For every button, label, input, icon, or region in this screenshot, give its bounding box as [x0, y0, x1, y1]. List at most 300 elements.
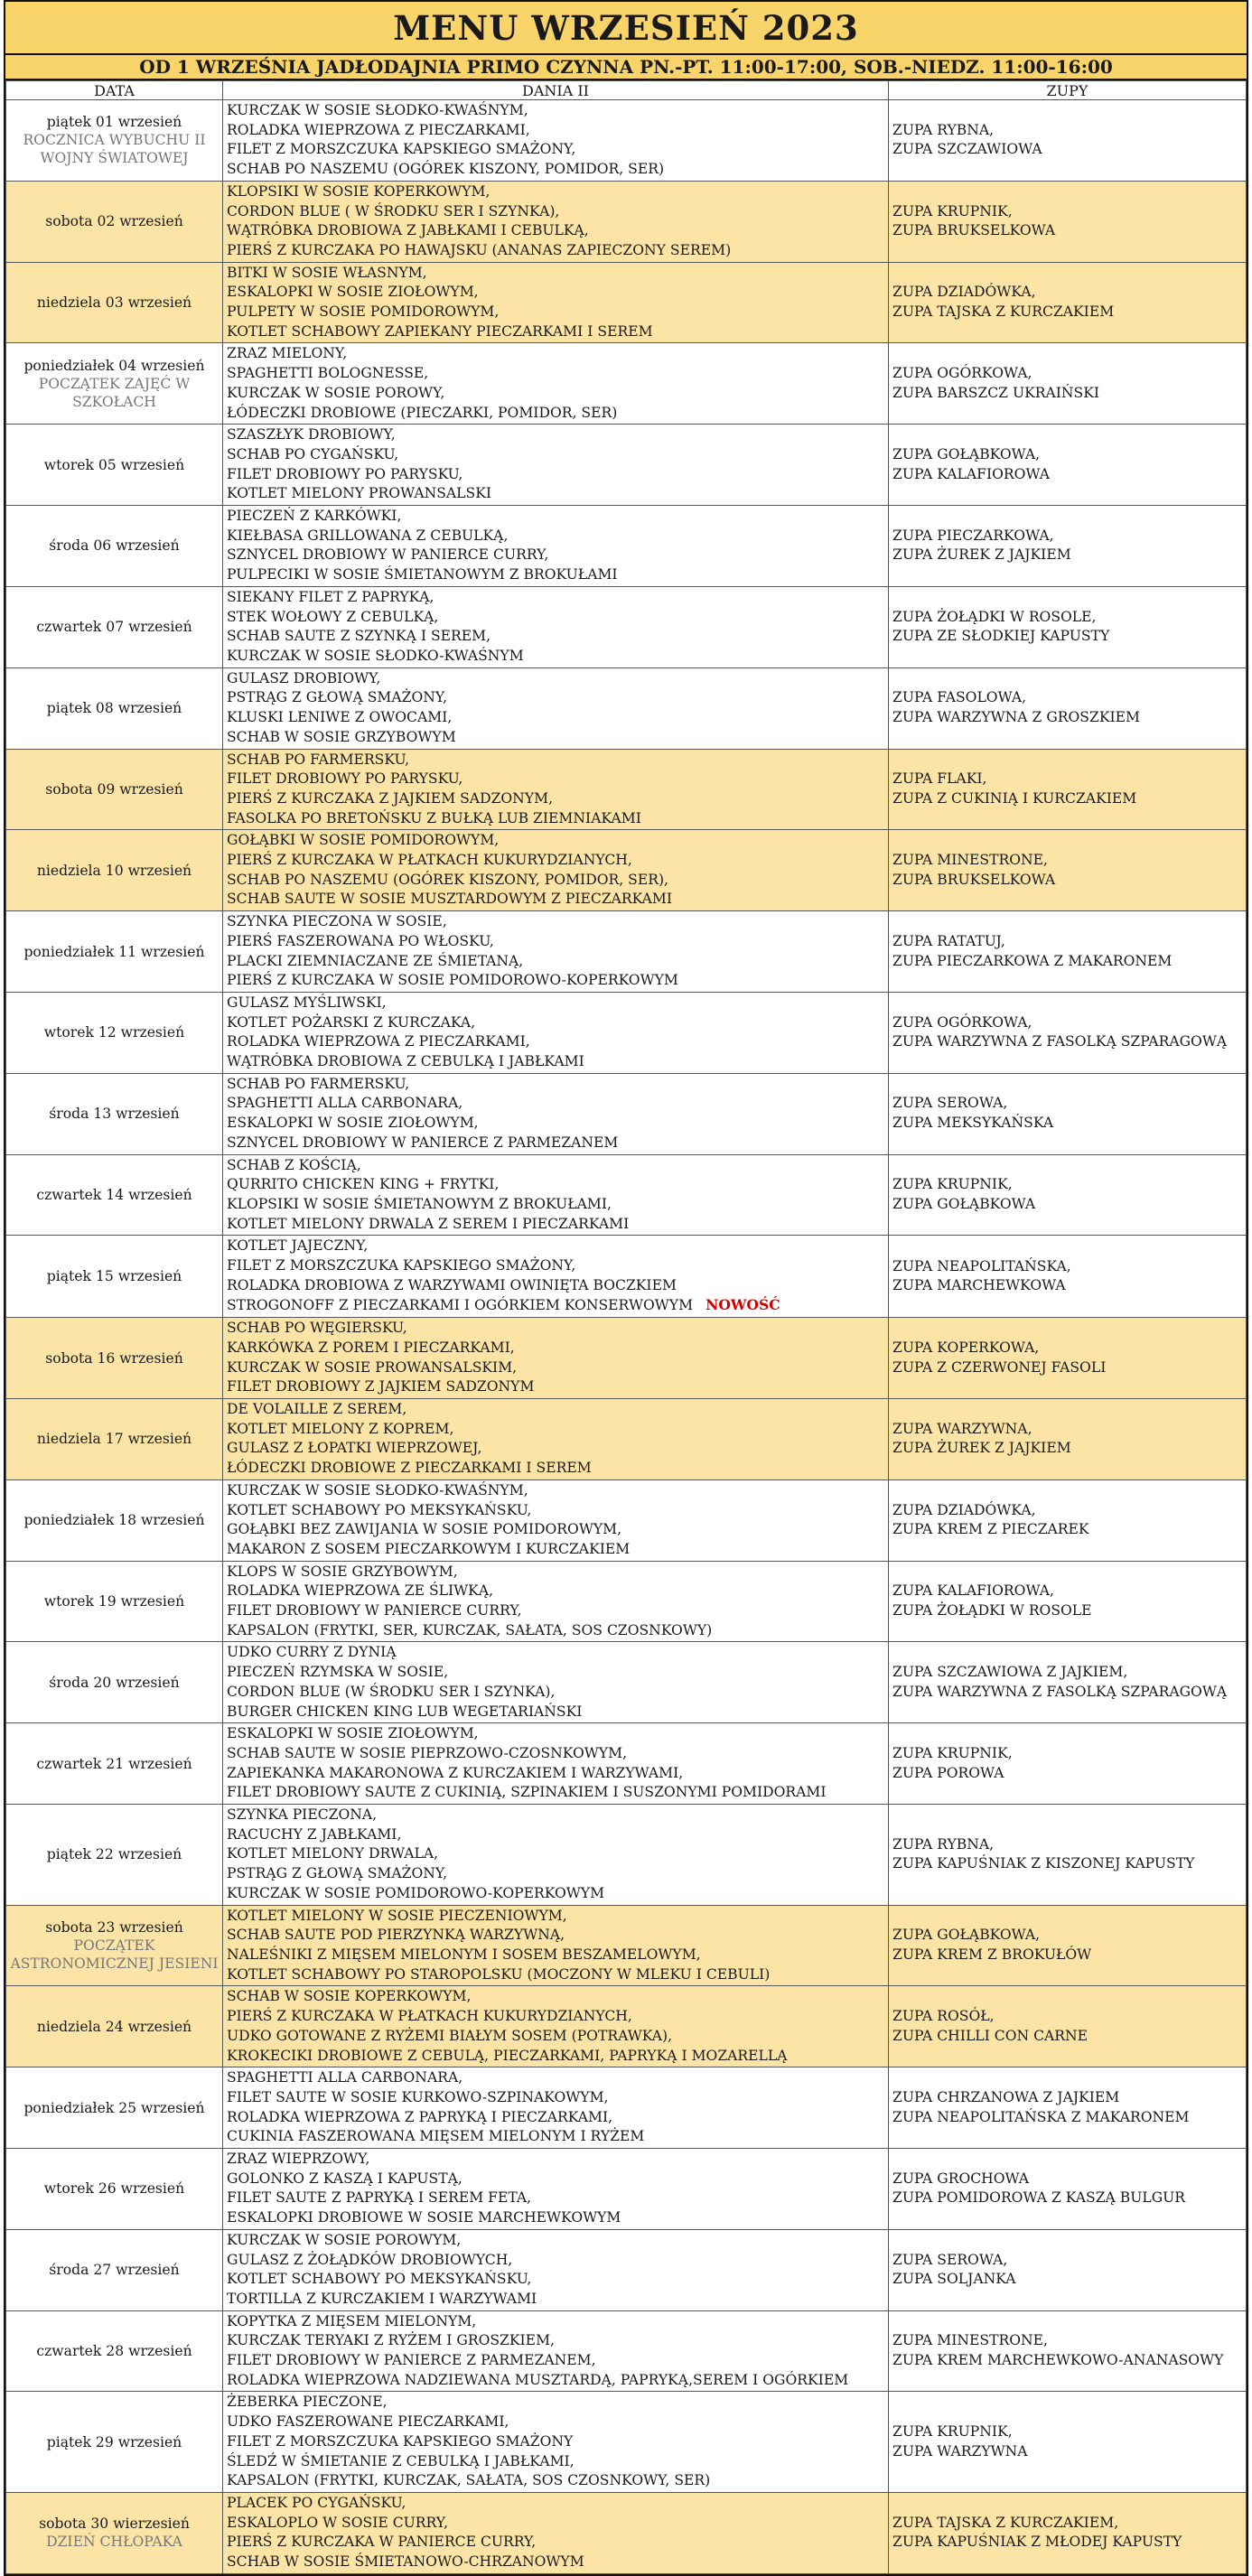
soups-cell: [889, 992, 1247, 1073]
table-row: [6, 830, 1247, 911]
soups-cell: [889, 586, 1247, 667]
main-dish-label: SCHAB SAUTE W SOSIE MUSZTARDOWYM Z PIECZARKAMI: [227, 891, 673, 908]
table-row: [6, 992, 1247, 1073]
main-dish-item: [227, 2494, 884, 2514]
main-dish-item: [227, 2312, 884, 2332]
day-date: poniedziałek 11 wrzesień: [23, 943, 205, 960]
day-date: sobota 09 wrzesień: [45, 780, 183, 798]
day-date-cell: [6, 2310, 223, 2392]
main-dish-item: [227, 1663, 884, 1683]
main-dish-label: FILET Z MORSZCZUKA KAPSKIEGO SMAŻONY: [227, 2432, 574, 2450]
main-dish-label: CORDON BLUE ( W ŚRODKU SER I SZYNKA),: [227, 202, 560, 219]
main-dishes-cell: [223, 1805, 889, 1906]
soup-item: ZUPA Z CZERWONEJ FASOLI: [892, 1358, 1107, 1376]
main-dishes-cell: [223, 100, 889, 182]
table-row: [6, 1479, 1247, 1561]
soups-cell: [889, 1805, 1247, 1906]
main-dish-label: UDKO GOTOWANE Z RYŻEMI BIAŁYM SOSEM (POTRAWKA),: [227, 2027, 673, 2044]
soup-item: ZUPA KALAFIOROWA: [892, 465, 1050, 482]
table-header-row: [6, 81, 1247, 100]
soup-item: ZUPA KREM MARCHEWKOWO-ANANASOWY: [892, 2352, 1224, 2369]
soup-item: ZUPA ZE SŁODKIEJ KAPUSTY: [892, 628, 1110, 645]
day-date: środa 20 wrzesień: [49, 1674, 180, 1691]
main-dish-item: [227, 2027, 884, 2047]
main-dish-label: GOŁĄBKI BEZ ZAWIJANIA W SOSIE POMIDOROWYM,: [227, 1521, 622, 1538]
main-dish-item: [227, 546, 884, 565]
main-dish-label: GULASZ DROBIOWY,: [227, 669, 381, 686]
day-date-cell: [6, 1479, 223, 1561]
main-dish-item: [227, 1683, 884, 1703]
main-dishes-cell: [223, 2310, 889, 2392]
main-dish-label: ESKALOPLO W SOSIE CURRY,: [227, 2514, 449, 2531]
main-dish-label: KOPYTKA Z MIĘSEM MIELONYM,: [227, 2312, 477, 2329]
table-row: [6, 1561, 1247, 1642]
soup-item: ZUPA MINESTRONE,: [892, 2332, 1049, 2349]
main-dishes-cell: [223, 1986, 889, 2067]
main-dish-item: [227, 871, 884, 891]
main-dishes-cell: [223, 1154, 889, 1236]
main-dish-item: [227, 831, 884, 851]
soups-cell: [889, 1723, 1247, 1805]
soups-cell: [889, 2229, 1247, 2310]
main-dish-item: [227, 1276, 884, 1296]
main-dish-item: [227, 1339, 884, 1358]
day-date: poniedziałek 04 wrzesień: [23, 357, 205, 374]
main-dish-item: [227, 1520, 884, 1540]
main-dish-label: SZNYCEL DROBIOWY W PANIERCE CURRY,: [227, 546, 549, 564]
main-dish-label: KOTLET MIELONY W SOSIE PIECZENIOWYM,: [227, 1907, 567, 1924]
main-dish-item: [227, 160, 884, 180]
main-dish-label: KLOPSIKI W SOSIE KOPERKOWYM,: [227, 182, 491, 200]
main-dish-item: [227, 1724, 884, 1744]
main-dish-label: FILET SAUTE Z PAPRYKĄ I SEREM FETA,: [227, 2189, 532, 2207]
soup-item: ZUPA KAPUŚNIAK Z MŁODEJ KAPUSTY: [892, 2534, 1182, 2551]
main-dish-label: KOTLET SCHABOWY PO MEKSYKAŃSKU,: [227, 1501, 532, 1518]
main-dish-item: [227, 1806, 884, 1825]
main-dish-label: BURGER CHICKEN KING LUB WEGETARIAŃSKI: [227, 1703, 583, 1720]
soup-item: ZUPA RYBNA,: [892, 1835, 995, 1853]
table-row: [6, 2229, 1247, 2310]
main-dish-item: [227, 1032, 884, 1052]
main-dish-item: [227, 1563, 884, 1582]
table-row: [6, 1236, 1247, 1318]
main-dish-label: ŚLEDŹ W ŚMIETANIE Z CEBULKĄ I JABŁKAMI,: [227, 2452, 575, 2469]
soups-cell: [889, 1905, 1247, 1986]
day-date: wtorek 26 wrzesień: [43, 2180, 185, 2198]
table-row: [6, 667, 1247, 749]
main-dish-item: [227, 1175, 884, 1195]
main-dishes-cell: [223, 2067, 889, 2149]
soup-item: ZUPA DZIADÓWKA,: [892, 284, 1036, 301]
soups-cell: [889, 1986, 1247, 2067]
main-dish-item: [227, 1884, 884, 1904]
main-dish-label: PULPECIKI W SOSIE ŚMIETANOWYM Z BROKUŁAMI: [227, 566, 618, 583]
main-dish-item: [227, 364, 884, 384]
table-row: [6, 2392, 1247, 2493]
main-dish-label: FASOLKA PO BRETOŃSKU Z BUŁKĄ LUB ZIEMNIAKAMI: [227, 809, 641, 826]
main-dish-label: FILET Z MORSZCZUKA KAPSKIEGO SMAŻONY,: [227, 141, 576, 158]
soup-item: ZUPA SOLJANKA: [892, 2271, 1016, 2288]
day-date-cell: [6, 2392, 223, 2493]
main-dish-label: BITKI W SOSIE WŁASNYM,: [227, 264, 427, 281]
main-dish-item: [227, 2068, 884, 2088]
main-dish-label: SCHAB PO NASZEMU (OGÓREK KISZONY, POMIDOR, SER),: [227, 871, 668, 888]
soups-cell: [889, 2392, 1247, 2493]
main-dish-item: [227, 1621, 884, 1641]
main-dish-item: [227, 1965, 884, 1985]
day-date: poniedziałek 18 wrzesień: [23, 1512, 205, 1529]
main-dish-label: TORTILLA Z KURCZAKIEM I WARZYWAMI: [227, 2290, 537, 2307]
main-dish-label: ROLADKA WIEPRZOWA Z PAPRYKĄ I PIECZARKAMI,: [227, 2108, 613, 2125]
main-dish-label: ZAPIEKANKA MAKARONOWA Z KURCZAKIEM I WARZYWAMI,: [227, 1764, 684, 1781]
main-dishes-cell: [223, 181, 889, 262]
soups-cell: [889, 100, 1247, 182]
day-date-cell: [6, 262, 223, 343]
day-date-cell: [6, 992, 223, 1073]
soup-item: ZUPA BRUKSELKOWA: [892, 222, 1056, 239]
main-dish-label: ŁÓDECZKI DROBIOWE Z PIECZARKAMI I SEREM: [227, 1460, 592, 1477]
main-dish-label: KURCZAK W SOSIE POROWYM,: [227, 2231, 462, 2248]
main-dish-item: [227, 751, 884, 770]
main-dish-label: SZYNKA PIECZONA,: [227, 1806, 378, 1824]
main-dish-label: PIERŚ FASZEROWANA PO WŁOSKU,: [227, 932, 494, 949]
day-date: środa 13 wrzesień: [49, 1106, 180, 1123]
soup-item: ZUPA SZCZAWIOWA: [892, 141, 1042, 158]
soup-item: ZUPA OGÓRKOWA,: [892, 1013, 1032, 1031]
main-dish-item: [227, 1643, 884, 1663]
main-dish-label: CORDON BLUE (W ŚRODKU SER I SZYNKA),: [227, 1683, 556, 1700]
main-dish-item: [227, 1400, 884, 1420]
main-dish-item: [227, 1256, 884, 1276]
table-row: [6, 749, 1247, 830]
main-dish-label: KLOPS W SOSIE GRZYBOWYM,: [227, 1563, 458, 1580]
main-dish-label: SCHAB W SOSIE KOPERKOWYM,: [227, 1988, 472, 2005]
soups-cell: [889, 1399, 1247, 1480]
main-dishes-cell: [223, 1561, 889, 1642]
soup-item: ZUPA NEAPOLITAŃSKA Z MAKARONEM: [892, 2108, 1190, 2125]
main-dish-label: GOLONKO Z KASZĄ I KAPUSTĄ,: [227, 2170, 462, 2187]
table-row: [6, 506, 1247, 587]
main-dishes-cell: [223, 343, 889, 425]
day-date: czwartek 14 wrzesień: [36, 1186, 192, 1203]
soup-item: ZUPA KOPERKOWA,: [892, 1339, 1040, 1356]
main-dish-item: [227, 2413, 884, 2432]
day-date: niedziela 03 wrzesień: [36, 294, 192, 312]
main-dish-label: PSTRĄG Z GŁOWĄ SMAŻONY,: [227, 689, 448, 706]
main-dish-label: KURCZAK W SOSIE SŁODKO-KWAŚNYM,: [227, 1481, 528, 1498]
day-date-cell: [6, 425, 223, 506]
main-dish-item: [227, 507, 884, 527]
main-dish-label: PULPETY W SOSIE POMIDOROWYM,: [227, 303, 500, 321]
main-dish-item: [227, 2471, 884, 2491]
soup-item: ZUPA GOŁĄBKOWA,: [892, 1927, 1041, 1944]
main-dish-label: SPAGHETTI ALLA CARBONARA,: [227, 2069, 463, 2086]
main-dish-item: [227, 1319, 884, 1339]
main-dish-item: [227, 952, 884, 972]
main-dish-label: KAPSALON (FRYTKI, KURCZAK, SAŁATA, SOS CZOSNKOWY, SER): [227, 2472, 711, 2489]
main-dish-item: [227, 1825, 884, 1845]
main-dish-item: [227, 994, 884, 1013]
opening-hours: OD 1 WRZEŚNIA JADŁODAJNIA PRIMO CZYNNA PN.-PT. 11:00-17:00, SOB.-NIEDZ. 11:00-16:00: [5, 55, 1247, 80]
soup-item: ZUPA SEROWA,: [892, 2251, 1008, 2268]
main-dish-item: [227, 344, 884, 364]
table-row: [6, 911, 1247, 993]
day-date: środa 06 wrzesień: [49, 537, 180, 555]
soup-item: ZUPA KRUPNIK,: [892, 2423, 1013, 2440]
main-dish-label: SCHAB Z KOŚCIĄ,: [227, 1156, 361, 1173]
main-dish-item: [227, 2351, 884, 2371]
menu-table: [5, 80, 1247, 2574]
soup-item: ZUPA SZCZAWIOWA Z JAJKIEM,: [892, 1664, 1128, 1681]
soup-item: ZUPA KREM Z PIECZAREK: [892, 1521, 1089, 1538]
main-dish-label: SCHAB SAUTE Z SZYNKĄ I SEREM,: [227, 628, 491, 645]
main-dish-label: ŁÓDECZKI DROBIOWE (PIECZARKI, POMIDOR, SER): [227, 404, 618, 421]
main-dish-item: [227, 241, 884, 261]
main-dish-label: SCHAB PO FARMERSKU,: [227, 1075, 410, 1092]
table-row: [6, 1642, 1247, 1723]
day-date-cell: [6, 586, 223, 667]
main-dish-item: [227, 2371, 884, 2391]
main-dish-label: GULASZ Z ŁOPATKI WIEPRZOWEJ,: [227, 1440, 482, 1457]
soup-item: ZUPA MINESTRONE,: [892, 852, 1049, 869]
main-dish-item: [227, 588, 884, 608]
day-date-cell: [6, 1073, 223, 1154]
main-dish-item: [227, 484, 884, 504]
main-dish-item: [227, 1783, 884, 1803]
main-dish-item: [227, 1013, 884, 1033]
main-dish-label: ROLADKA WIEPRZOWA ZE ŚLIWKĄ,: [227, 1582, 494, 1600]
main-dishes-cell: [223, 506, 889, 587]
table-row: [6, 2310, 1247, 2392]
day-date: poniedziałek 25 wrzesień: [23, 2099, 205, 2116]
main-dish-item: [227, 1926, 884, 1946]
main-dish-item: [227, 1864, 884, 1884]
day-date: piątek 08 wrzesień: [46, 700, 182, 717]
table-row: [6, 1318, 1247, 1399]
day-date-cell: [6, 343, 223, 425]
main-dish-label: UDKO CURRY Z DYNIĄ: [227, 1644, 397, 1661]
main-dish-label: SCHAB PO CYGAŃSKU,: [227, 445, 399, 462]
day-date: piątek 29 wrzesień: [46, 2433, 182, 2450]
day-date-cell: [6, 830, 223, 911]
soup-item: ZUPA ŻUREK Z JAJKIEM: [892, 1440, 1071, 1457]
day-date-cell: [6, 1986, 223, 2067]
main-dish-label: KIEŁBASA GRILLOWANA Z CEBULKĄ,: [227, 527, 509, 544]
main-dish-item: [227, 322, 884, 342]
main-dish-label: KLOPSIKI W SOSIE ŚMIETANOWYM Z BROKUŁAMI,: [227, 1195, 612, 1212]
main-dish-item: [227, 2088, 884, 2108]
main-dish-label: KOTLET MIELONY DRWALA Z SEREM I PIECZARKAMI: [227, 1215, 630, 1232]
main-dish-label: KOTLET JAJECZNY,: [227, 1237, 369, 1255]
main-dish-item: [227, 2231, 884, 2251]
day-date: sobota 02 wrzesień: [45, 213, 183, 230]
main-dishes-cell: [223, 1073, 889, 1154]
main-dish-label: FILET DROBIOWY PO PARYSKU,: [227, 465, 463, 482]
soup-item: ZUPA ROSÓŁ,: [892, 2008, 995, 2025]
main-dish-item: [227, 2047, 884, 2067]
main-dish-item: [227, 2108, 884, 2128]
main-dish-item: [227, 1052, 884, 1072]
main-dish-item: [227, 2127, 884, 2147]
soup-item: ZUPA GOŁĄBKOWA: [892, 1195, 1036, 1212]
main-dishes-cell: [223, 749, 889, 830]
main-dish-item: [227, 425, 884, 445]
day-date-cell: [6, 2492, 223, 2573]
soup-item: ZUPA CHILLI CON CARNE: [892, 2027, 1088, 2044]
main-dish-item: [227, 1844, 884, 1864]
soup-item: ZUPA CHRZANOWA Z JAJKIEM: [892, 2088, 1120, 2105]
soup-item: ZUPA ŻUREK Z JAJKIEM: [892, 546, 1071, 564]
day-date-cell: [6, 1642, 223, 1723]
table-row: [6, 1073, 1247, 1154]
main-dish-item: [227, 384, 884, 404]
soups-cell: [889, 1479, 1247, 1561]
soups-cell: [889, 667, 1247, 749]
soups-cell: [889, 1642, 1247, 1723]
column-header-soups: ZUPY: [889, 81, 1247, 100]
main-dish-label: FILET SAUTE W SOSIE KURKOWO-SZPINAKOWYM,: [227, 2088, 609, 2105]
main-dish-label: SZYNKA PIECZONA W SOSIE,: [227, 913, 447, 930]
main-dish-label: ROLADKA WIEPRZOWA Z PIECZARKAMI,: [227, 1033, 530, 1050]
main-dish-label: KURCZAK W SOSIE PROWANSALSKIM,: [227, 1358, 518, 1376]
main-dish-item: [227, 101, 884, 121]
table-row: [6, 425, 1247, 506]
soup-item: ZUPA DZIADÓWKA,: [892, 1501, 1036, 1518]
main-dishes-cell: [223, 2392, 889, 2493]
main-dish-label: SZASZŁYK DROBIOWY,: [227, 426, 396, 443]
soup-item: ZUPA POROWA: [892, 1764, 1004, 1781]
main-dish-label: SCHAB SAUTE W SOSIE PIEPRZOWO-CZOSNKOWYM,: [227, 1744, 628, 1761]
main-dish-label: KURCZAK W SOSIE SŁODKO-KWAŚNYM: [227, 647, 524, 664]
page-title: MENU WRZESIEŃ 2023: [5, 2, 1247, 55]
soups-cell: [889, 2067, 1247, 2149]
main-dish-item: [227, 789, 884, 809]
main-dish-label: FILET DROBIOWY W PANIERCE Z PARMEZANEM,: [227, 2352, 596, 2369]
day-date: piątek 22 wrzesień: [46, 1846, 182, 1863]
main-dishes-cell: [223, 1723, 889, 1805]
soups-cell: [889, 262, 1247, 343]
main-dish-label: GOŁĄBKI W SOSIE POMIDOROWYM,: [227, 832, 500, 849]
soups-cell: [889, 506, 1247, 587]
main-dish-label: PIERŚ Z KURCZAKA W PANIERCE CURRY,: [227, 2534, 537, 2551]
main-dishes-cell: [223, 1479, 889, 1561]
main-dish-item: [227, 527, 884, 546]
soup-item: ZUPA WARZYWNA,: [892, 1420, 1032, 1437]
main-dish-item: [227, 971, 884, 991]
main-dish-item: [227, 1744, 884, 1764]
table-row: [6, 586, 1247, 667]
soup-item: ZUPA KRUPNIK,: [892, 202, 1013, 219]
main-dish-label: ROLADKA DROBIOWA Z WARZYWAMI OWINIĘTA BOCZKIEM: [227, 1276, 677, 1293]
new-dish-badge: NOWOŚĆ: [705, 1296, 780, 1314]
day-date: sobota 23 wrzesień: [45, 1918, 183, 1936]
main-dish-item: [227, 2170, 884, 2189]
main-dishes-cell: [223, 1905, 889, 1986]
main-dish-item: [227, 465, 884, 485]
main-dish-label: KLUSKI LENIWE Z OWOCAMI,: [227, 709, 453, 726]
menu-sheet: [4, 0, 1248, 2576]
main-dish-label: SZNYCEL DROBIOWY W PANIERCE Z PARMEZANEM: [227, 1134, 619, 1151]
soup-item: ZUPA OGÓRKOWA,: [892, 365, 1032, 382]
main-dish-item: [227, 2514, 884, 2534]
soup-item: ZUPA WARZYWNA Z GROSZKIEM: [892, 709, 1140, 726]
day-occasion-note: POCZĄTEK ZAJĘĆ W SZKOŁACH: [38, 375, 191, 410]
day-date: czwartek 07 wrzesień: [36, 619, 192, 636]
table-row: [6, 100, 1247, 182]
main-dish-label: KOTLET MIELONY PROWANSALSKI: [227, 485, 492, 502]
main-dish-label: FILET DROBIOWY Z JAJKIEM SADZONYM: [227, 1378, 535, 1395]
main-dish-item: [227, 404, 884, 424]
soup-item: ZUPA RATATUJ,: [892, 932, 1005, 949]
main-dish-label: ESKALOPKI DROBIOWE W SOSIE MARCHEWKOWYM: [227, 2209, 621, 2226]
day-occasion-note: DZIEŃ CHŁOPAKA: [46, 2534, 182, 2551]
day-date-cell: [6, 1236, 223, 1318]
day-date-cell: [6, 100, 223, 182]
table-row: [6, 1399, 1247, 1480]
table-row: [6, 2149, 1247, 2230]
table-row: [6, 1805, 1247, 1906]
day-date-cell: [6, 506, 223, 587]
main-dish-item: [227, 770, 884, 789]
day-date: sobota 16 wrzesień: [45, 1349, 183, 1367]
main-dish-item: [227, 2290, 884, 2310]
main-dish-item: [227, 1295, 884, 1316]
main-dish-item: [227, 688, 884, 708]
soup-item: ZUPA BARSZCZ UKRAIŃSKI: [892, 384, 1100, 401]
main-dish-label: RACUCHY Z JABŁKAMI,: [227, 1825, 402, 1843]
soup-item: ZUPA RYBNA,: [892, 121, 995, 138]
main-dish-item: [227, 1582, 884, 1601]
main-dish-item: [227, 1439, 884, 1459]
main-dish-item: [227, 2208, 884, 2228]
main-dish-label: STROGONOFF Z PIECZARKAMI I OGÓRKIEM KONSERWOWYM: [227, 1297, 694, 1314]
main-dish-item: [227, 1481, 884, 1501]
main-dish-item: [227, 1946, 884, 1965]
main-dish-item: [227, 890, 884, 910]
main-dishes-cell: [223, 425, 889, 506]
main-dish-item: [227, 1358, 884, 1378]
soup-item: ZUPA ŻOŁĄDKI W ROSOLE: [892, 1602, 1092, 1619]
soups-cell: [889, 1154, 1247, 1236]
main-dish-label: KOTLET POŻARSKI Z KURCZAKA,: [227, 1013, 476, 1031]
main-dish-item: [227, 809, 884, 829]
soup-item: ZUPA WARZYWNA Z FASOLKĄ SZPARAGOWĄ: [892, 1033, 1228, 1050]
soups-cell: [889, 911, 1247, 993]
main-dish-item: [227, 1075, 884, 1095]
main-dish-item: [227, 608, 884, 628]
main-dish-item: [227, 2553, 884, 2572]
soup-item: ZUPA WARZYWNA Z FASOLKĄ SZPARAGOWĄ: [892, 1683, 1228, 1700]
main-dish-label: PIERŚ Z KURCZAKA W SOSIE POMIDOROWO-KOPERKOWYM: [227, 972, 678, 989]
day-date: środa 27 wrzesień: [49, 2262, 180, 2279]
main-dish-label: KURCZAK W SOSIE POMIDOROWO-KOPERKOWYM: [227, 1884, 605, 1901]
main-dishes-cell: [223, 1318, 889, 1399]
main-dish-label: SCHAB PO NASZEMU (OGÓREK KISZONY, POMIDOR, SER): [227, 161, 665, 178]
main-dish-label: KARKÓWKA Z POREM I PIECZARKAMI,: [227, 1339, 515, 1356]
day-date: sobota 30 wierzesień: [39, 2515, 190, 2533]
table-row: [6, 1154, 1247, 1236]
main-dish-item: [227, 2452, 884, 2472]
table-row: [6, 262, 1247, 343]
main-dish-label: QURRITO CHICKEN KING + FRYTKI,: [227, 1176, 500, 1193]
main-dish-label: FILET Z MORSZCZUKA KAPSKIEGO SMAŻONY,: [227, 1257, 576, 1274]
main-dish-item: [227, 2331, 884, 2351]
main-dish-label: GULASZ MYŚLIWSKI,: [227, 994, 387, 1011]
soup-item: ZUPA FASOLOWA,: [892, 689, 1027, 706]
main-dish-label: STEK WOŁOWY Z CEBULKĄ,: [227, 608, 439, 625]
main-dishes-cell: [223, 586, 889, 667]
day-date-cell: [6, 1318, 223, 1399]
